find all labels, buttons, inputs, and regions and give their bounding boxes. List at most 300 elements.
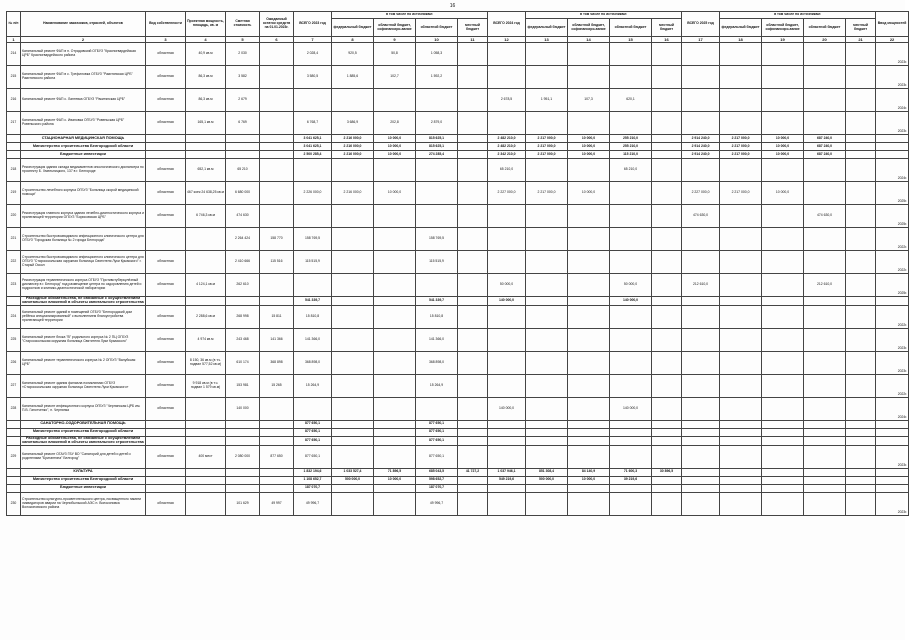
table-cell: областная bbox=[146, 492, 186, 515]
column-number: 1 bbox=[7, 37, 21, 43]
table-cell bbox=[332, 351, 374, 374]
table-cell bbox=[720, 66, 762, 89]
table-cell bbox=[568, 228, 610, 251]
table-cell: областная bbox=[146, 66, 186, 89]
table-cell bbox=[332, 484, 374, 492]
table-cell bbox=[568, 374, 610, 397]
table-row bbox=[7, 328, 909, 351]
table-cell: 1 033 527,4 bbox=[332, 468, 374, 476]
table-cell: 2 216 000,0 bbox=[332, 143, 374, 151]
table-cell bbox=[332, 436, 374, 445]
table-cell: 141 366,0 bbox=[294, 328, 332, 351]
hdr-n: № п/п bbox=[7, 12, 21, 37]
table-cell bbox=[682, 397, 720, 420]
table-cell bbox=[610, 445, 652, 468]
table-cell bbox=[846, 445, 876, 468]
table-cell bbox=[682, 445, 720, 468]
table-cell bbox=[762, 159, 804, 182]
intro-year: 2023г. bbox=[876, 351, 909, 374]
table-cell bbox=[652, 297, 682, 306]
column-number: 16 bbox=[652, 37, 682, 43]
table-cell: 877 650,1 bbox=[294, 420, 332, 428]
table-cell: 115 515,9 bbox=[416, 251, 458, 274]
table-cell bbox=[332, 328, 374, 351]
table-cell bbox=[488, 228, 526, 251]
table-cell: 1 885,6 bbox=[332, 66, 374, 89]
table-cell bbox=[804, 297, 846, 306]
table-cell bbox=[652, 274, 682, 297]
table-cell bbox=[332, 420, 374, 428]
table-cell: 212 610,0 bbox=[682, 274, 720, 297]
table-cell bbox=[146, 228, 186, 251]
table-cell bbox=[720, 274, 762, 297]
table-cell: 877 650,1 bbox=[416, 428, 458, 436]
table-cell bbox=[804, 428, 846, 436]
table-cell bbox=[146, 428, 186, 436]
table-cell: 685 043,5 bbox=[416, 468, 458, 476]
object-name: Капитальный ремонт терапевтического корпуса № 2 ОГБУЗ "Валуйская ЦРБ" bbox=[21, 351, 146, 374]
table-cell bbox=[260, 112, 294, 135]
hdr-intro: Ввод мощностей bbox=[876, 12, 909, 37]
hdr-total-2023: ВСЕГО 2023 год bbox=[294, 12, 332, 37]
table-cell: 255 210,0 bbox=[610, 143, 652, 151]
table-cell bbox=[458, 43, 488, 66]
table-cell bbox=[488, 251, 526, 274]
table-cell: областная bbox=[146, 274, 186, 297]
table-cell bbox=[720, 436, 762, 445]
section-title: САНАТОРНО-ОЗДОРОВИТЕЛЬНАЯ ПОМОЩЬ bbox=[21, 420, 146, 428]
table-cell: 115 515,9 bbox=[294, 251, 332, 274]
table-cell bbox=[568, 328, 610, 351]
table-cell: 610 174 bbox=[226, 351, 260, 374]
table-cell: 2 500 285,4 bbox=[294, 151, 332, 159]
table-row bbox=[7, 476, 909, 484]
table-cell: областная bbox=[146, 89, 186, 112]
table-cell: 50,8 bbox=[374, 43, 416, 66]
table-cell bbox=[332, 274, 374, 297]
table-cell bbox=[682, 159, 720, 182]
table-cell: 158 769,5 bbox=[294, 228, 332, 251]
table-cell bbox=[526, 159, 568, 182]
table-cell bbox=[652, 143, 682, 151]
table-cell bbox=[720, 468, 762, 476]
table-cell bbox=[610, 182, 652, 205]
table-cell bbox=[226, 468, 260, 476]
table-cell bbox=[846, 397, 876, 420]
intro-year: 2024г. bbox=[876, 159, 909, 182]
table-cell bbox=[720, 374, 762, 397]
table-cell bbox=[568, 492, 610, 515]
table-cell bbox=[526, 305, 568, 328]
table-cell bbox=[762, 351, 804, 374]
table-cell bbox=[374, 274, 416, 297]
intro-year bbox=[876, 151, 909, 159]
table-cell bbox=[260, 159, 294, 182]
table-cell bbox=[846, 374, 876, 397]
table-cell bbox=[186, 297, 226, 306]
table-row bbox=[7, 112, 909, 135]
table-cell: 3 041 625,1 bbox=[294, 143, 332, 151]
table-cell: 39 219,6 bbox=[610, 476, 652, 484]
table-cell bbox=[146, 420, 186, 428]
table-cell bbox=[804, 66, 846, 89]
table-cell bbox=[762, 374, 804, 397]
table-cell: 8 150, 36 кв.м (в т.ч. подвал 577,52 кв.м) bbox=[186, 351, 226, 374]
table-cell bbox=[652, 251, 682, 274]
table-cell bbox=[804, 468, 846, 476]
table-body bbox=[7, 43, 909, 516]
object-name: Реконструкция здания склада медикаментов онкологического диспансера по проспекту Б. Хмельницкого, 137 в г. Белгороде bbox=[21, 159, 146, 182]
table-cell: 4 124,1 кв.м bbox=[186, 274, 226, 297]
table-cell bbox=[416, 397, 458, 420]
row-number bbox=[7, 135, 21, 143]
hdr-reg: областной бюджет, софинансиро-вание bbox=[568, 19, 610, 37]
table-cell bbox=[488, 205, 526, 228]
table-cell: 187 070,7 bbox=[294, 484, 332, 492]
table-cell bbox=[294, 89, 332, 112]
table-cell bbox=[610, 205, 652, 228]
table-cell bbox=[762, 228, 804, 251]
table-cell: 2 217 000,0 bbox=[720, 182, 762, 205]
table-cell bbox=[762, 492, 804, 515]
column-number: 20 bbox=[804, 37, 846, 43]
table-cell bbox=[682, 89, 720, 112]
table-cell bbox=[374, 251, 416, 274]
table-row bbox=[7, 445, 909, 468]
table-cell bbox=[804, 328, 846, 351]
object-name: Строительство быстровозводимого инфекционного клинического центра для ОГБУЗ "Городская больница № 2 города Белгорода" bbox=[21, 228, 146, 251]
table-cell: областная bbox=[146, 351, 186, 374]
table-row bbox=[7, 305, 909, 328]
table-cell: областная bbox=[146, 305, 186, 328]
table-cell: 2 482 210,0 bbox=[488, 135, 526, 143]
table-cell bbox=[374, 374, 416, 397]
hdr-own: Вид собственности bbox=[146, 12, 186, 37]
table-cell: 3 582 bbox=[226, 66, 260, 89]
table-cell bbox=[610, 492, 652, 515]
table-cell bbox=[610, 420, 652, 428]
table-cell bbox=[568, 251, 610, 274]
table-cell: 3 041 625,1 bbox=[294, 135, 332, 143]
table-cell bbox=[652, 445, 682, 468]
intro-year: 2022г. bbox=[876, 251, 909, 274]
table-cell bbox=[610, 228, 652, 251]
object-name: Капитальный ремонт ФАП в с. Трефиловка ОГБУЗ "Ракитянская ЦРБ" Ракитянского района bbox=[21, 66, 146, 89]
table-cell: 877 650,1 bbox=[416, 436, 458, 445]
table-cell bbox=[720, 420, 762, 428]
intro-year: 2023г. bbox=[876, 112, 909, 135]
table-cell bbox=[682, 484, 720, 492]
table-cell bbox=[260, 397, 294, 420]
table-cell: 202,8 bbox=[374, 112, 416, 135]
section-title: Министерство строительства Белгородской области bbox=[21, 476, 146, 484]
table-cell: 368 898,0 bbox=[416, 351, 458, 374]
table-cell bbox=[568, 436, 610, 445]
table-cell bbox=[186, 420, 226, 428]
table-cell: 255 210,0 bbox=[610, 135, 652, 143]
table-cell bbox=[488, 328, 526, 351]
table-cell bbox=[186, 476, 226, 484]
table-cell bbox=[652, 66, 682, 89]
table-cell bbox=[332, 159, 374, 182]
table-cell bbox=[260, 274, 294, 297]
intro-year bbox=[876, 428, 909, 436]
intro-year: 2023г. bbox=[876, 66, 909, 89]
table-cell: 1 832 194,6 bbox=[294, 468, 332, 476]
table-cell bbox=[720, 428, 762, 436]
table-cell bbox=[610, 436, 652, 445]
row-number: 225 bbox=[7, 328, 21, 351]
table-cell bbox=[568, 159, 610, 182]
table-cell bbox=[458, 420, 488, 428]
table-cell bbox=[488, 112, 526, 135]
table-cell bbox=[332, 251, 374, 274]
table-cell: 158 770 bbox=[260, 228, 294, 251]
row-number: 215 bbox=[7, 66, 21, 89]
table-cell: 1 037 946,1 bbox=[488, 468, 526, 476]
table-cell bbox=[526, 66, 568, 89]
table-cell bbox=[682, 420, 720, 428]
table-cell bbox=[526, 428, 568, 436]
table-cell bbox=[804, 112, 846, 135]
table-cell: 10 000,0 bbox=[374, 476, 416, 484]
column-number: 14 bbox=[568, 37, 610, 43]
table-cell: 49 996,7 bbox=[294, 492, 332, 515]
table-cell bbox=[458, 151, 488, 159]
table-cell: 10 000,0 bbox=[762, 143, 804, 151]
intro-year: 2025г. bbox=[876, 182, 909, 205]
table-cell bbox=[374, 436, 416, 445]
table-cell: 549 219,6 bbox=[488, 476, 526, 484]
table-cell: 2 914 240,0 bbox=[682, 135, 720, 143]
table-cell: 2 342 210,0 bbox=[488, 151, 526, 159]
table-cell bbox=[526, 436, 568, 445]
row-number bbox=[7, 436, 21, 445]
row-number: 220 bbox=[7, 205, 21, 228]
table-cell bbox=[226, 135, 260, 143]
table-cell bbox=[568, 305, 610, 328]
table-cell: 243 468 bbox=[226, 328, 260, 351]
table-cell bbox=[186, 228, 226, 251]
table-cell bbox=[762, 428, 804, 436]
table-cell bbox=[488, 428, 526, 436]
table-cell: 851 308,4 bbox=[526, 468, 568, 476]
table-cell bbox=[458, 112, 488, 135]
table-row bbox=[7, 43, 909, 66]
table-cell bbox=[146, 135, 186, 143]
table-cell bbox=[652, 205, 682, 228]
intro-year bbox=[876, 420, 909, 428]
table-cell bbox=[488, 66, 526, 89]
table-cell bbox=[146, 143, 186, 151]
table-cell: 140 000,0 bbox=[488, 397, 526, 420]
table-row bbox=[7, 228, 909, 251]
table-cell: 158 769,5 bbox=[416, 228, 458, 251]
row-number: 228 bbox=[7, 397, 21, 420]
table-cell: 15 810,8 bbox=[416, 305, 458, 328]
table-cell: 2 879,0 bbox=[416, 112, 458, 135]
table-cell: 1 592,2 bbox=[416, 66, 458, 89]
table-cell: 140 000,0 bbox=[610, 297, 652, 306]
section-title: Расходные обязательства, не связанные с осуществлением капитальных вложений в объекты капитального строительства bbox=[22, 435, 144, 444]
table-cell bbox=[720, 205, 762, 228]
table-cell: 65 210,0 bbox=[488, 159, 526, 182]
table-row bbox=[7, 436, 909, 445]
table-cell bbox=[846, 182, 876, 205]
table-cell bbox=[186, 492, 226, 515]
table-cell bbox=[332, 397, 374, 420]
table-cell bbox=[682, 476, 720, 484]
table-cell bbox=[186, 251, 226, 274]
table-cell bbox=[226, 484, 260, 492]
hdr-name: Наименование заказчиков, отраслей, объектов bbox=[21, 12, 146, 37]
table-row bbox=[7, 66, 909, 89]
table-cell bbox=[804, 492, 846, 515]
table-cell bbox=[458, 228, 488, 251]
table-row bbox=[7, 143, 909, 151]
hdr-reg: областной бюджет, софинансиро-вание bbox=[374, 19, 416, 37]
table-cell: 2 080 000 bbox=[226, 445, 260, 468]
table-cell: 541 339,7 bbox=[416, 297, 458, 306]
table-cell bbox=[846, 436, 876, 445]
table-cell bbox=[682, 374, 720, 397]
table-cell bbox=[720, 351, 762, 374]
table-cell bbox=[260, 297, 294, 306]
table-cell bbox=[682, 492, 720, 515]
table-cell bbox=[332, 89, 374, 112]
table-cell bbox=[610, 328, 652, 351]
hdr-obl: областной бюджет bbox=[610, 19, 652, 37]
table-cell bbox=[416, 205, 458, 228]
table-cell bbox=[332, 305, 374, 328]
row-number: 217 bbox=[7, 112, 21, 135]
table-cell bbox=[332, 205, 374, 228]
column-number: 6 bbox=[260, 37, 294, 43]
table-cell bbox=[146, 484, 186, 492]
table-cell bbox=[652, 436, 682, 445]
table-cell bbox=[226, 151, 260, 159]
section-title: СТАЦИОНАРНАЯ МЕДИЦИНСКАЯ ПОМОЩЬ bbox=[21, 135, 146, 143]
table-cell: 877 650,1 bbox=[294, 445, 332, 468]
table-cell bbox=[374, 305, 416, 328]
section-title: Бюджетные инвестиции bbox=[21, 151, 146, 159]
hdr-loc: местный бюджет bbox=[652, 19, 682, 37]
table-cell bbox=[526, 205, 568, 228]
table-cell: 10 000,0 bbox=[374, 143, 416, 151]
hdr-cap: Проектная мощность, площадь, кв. м bbox=[186, 12, 226, 37]
table-cell: 474 630 bbox=[226, 205, 260, 228]
table-cell bbox=[610, 43, 652, 66]
table-cell bbox=[568, 445, 610, 468]
table-cell bbox=[652, 112, 682, 135]
table-cell: 49 996,7 bbox=[416, 492, 458, 515]
table-cell bbox=[804, 89, 846, 112]
object-name: Капитальный ремонт инфекционного корпуса ОГБУЗ "Чернянская ЦРБ им. П.В. Гапотченко", п. Чернянка bbox=[21, 397, 146, 420]
table-row bbox=[7, 182, 909, 205]
table-cell bbox=[568, 66, 610, 89]
table-cell bbox=[186, 143, 226, 151]
table-cell bbox=[720, 112, 762, 135]
table-cell bbox=[762, 305, 804, 328]
object-name: Строительство лечебного корпуса ОГБУЗ "Больница скорой медицинской помощи" bbox=[21, 182, 146, 205]
table-cell: 877 650,1 bbox=[294, 436, 332, 445]
table-cell: областная bbox=[146, 251, 186, 274]
table-cell: 274 285,4 bbox=[416, 151, 458, 159]
table-cell bbox=[846, 351, 876, 374]
table-cell bbox=[804, 476, 846, 484]
table-cell bbox=[762, 420, 804, 428]
table-cell: областная bbox=[146, 205, 186, 228]
table-cell bbox=[652, 89, 682, 112]
table-cell bbox=[804, 305, 846, 328]
table-cell bbox=[526, 397, 568, 420]
section-title: Министерство строительства Белгородской области bbox=[21, 428, 146, 436]
table-cell bbox=[294, 159, 332, 182]
table-cell: 2 678,5 bbox=[488, 89, 526, 112]
object-name: Реконструкция главного корпуса здания лечебно-диагностического корпуса и прилегающей территории ОГБУЗ "Борисовская ЦРБ" bbox=[21, 205, 146, 228]
table-cell bbox=[458, 159, 488, 182]
table-cell: 687 240,0 bbox=[804, 151, 846, 159]
table-cell: областная bbox=[146, 328, 186, 351]
row-number bbox=[7, 151, 21, 159]
table-cell bbox=[458, 135, 488, 143]
table-cell bbox=[332, 297, 374, 306]
table-cell bbox=[682, 305, 720, 328]
table-cell bbox=[846, 305, 876, 328]
table-row bbox=[7, 351, 909, 374]
table-cell bbox=[458, 397, 488, 420]
table-cell: 10 000,0 bbox=[568, 151, 610, 159]
table-cell bbox=[610, 428, 652, 436]
table-cell bbox=[568, 297, 610, 306]
table-cell bbox=[186, 397, 226, 420]
table-row bbox=[7, 274, 909, 297]
table-cell bbox=[720, 397, 762, 420]
table-cell: 10 000,0 bbox=[374, 151, 416, 159]
table-cell: 368 898,0 bbox=[294, 351, 332, 374]
object-name: Капитальный ремонт ФАП с. Ивановка ОГБУЗ "Ровеньская ЦРБ" Ровеньского района bbox=[21, 112, 146, 135]
table-cell bbox=[416, 274, 458, 297]
table-cell: 49 997 bbox=[260, 492, 294, 515]
table-cell: 268 998 bbox=[226, 305, 260, 328]
table-cell: 6 746,3 кв.м bbox=[186, 205, 226, 228]
table-cell bbox=[568, 484, 610, 492]
table-cell bbox=[260, 436, 294, 445]
row-number: 227 bbox=[7, 374, 21, 397]
table-row bbox=[7, 428, 909, 436]
table-cell: 1 951,1 bbox=[526, 89, 568, 112]
table-row bbox=[7, 135, 909, 143]
object-name: Строительство быстровозводимого инфекционного клинического центра для ОГБУЗ "Старооскольская окружная больница Святителя Луки Крымского" г. Старый Оскол bbox=[21, 251, 146, 274]
table-cell bbox=[720, 43, 762, 66]
section-title: Министерство строительства Белгородской области bbox=[21, 143, 146, 151]
table-cell: 15 810,8 bbox=[294, 305, 332, 328]
table-cell bbox=[186, 484, 226, 492]
table-cell bbox=[374, 351, 416, 374]
table-cell: 3 686,9 bbox=[332, 112, 374, 135]
table-cell bbox=[488, 420, 526, 428]
table-cell: 474 630,0 bbox=[682, 205, 720, 228]
hdr-src-2023: в том числе по источникам: bbox=[332, 12, 488, 19]
hdr-total-2024: ВСЕГО 2024 год bbox=[488, 12, 526, 37]
table-cell: 474 630,0 bbox=[804, 205, 846, 228]
table-row bbox=[7, 205, 909, 228]
table-cell bbox=[260, 89, 294, 112]
object-name: Реконструкция терапевтического корпуса ОГБУЗ "Противотуберкулёзный диспансер в г. Белгород" под размещение центра по оздоровлению детей и подростков и клинико-диагностической лаборатории bbox=[21, 274, 146, 297]
table-cell bbox=[652, 228, 682, 251]
table-cell bbox=[526, 445, 568, 468]
table-cell: 2 217 000,0 bbox=[720, 135, 762, 143]
